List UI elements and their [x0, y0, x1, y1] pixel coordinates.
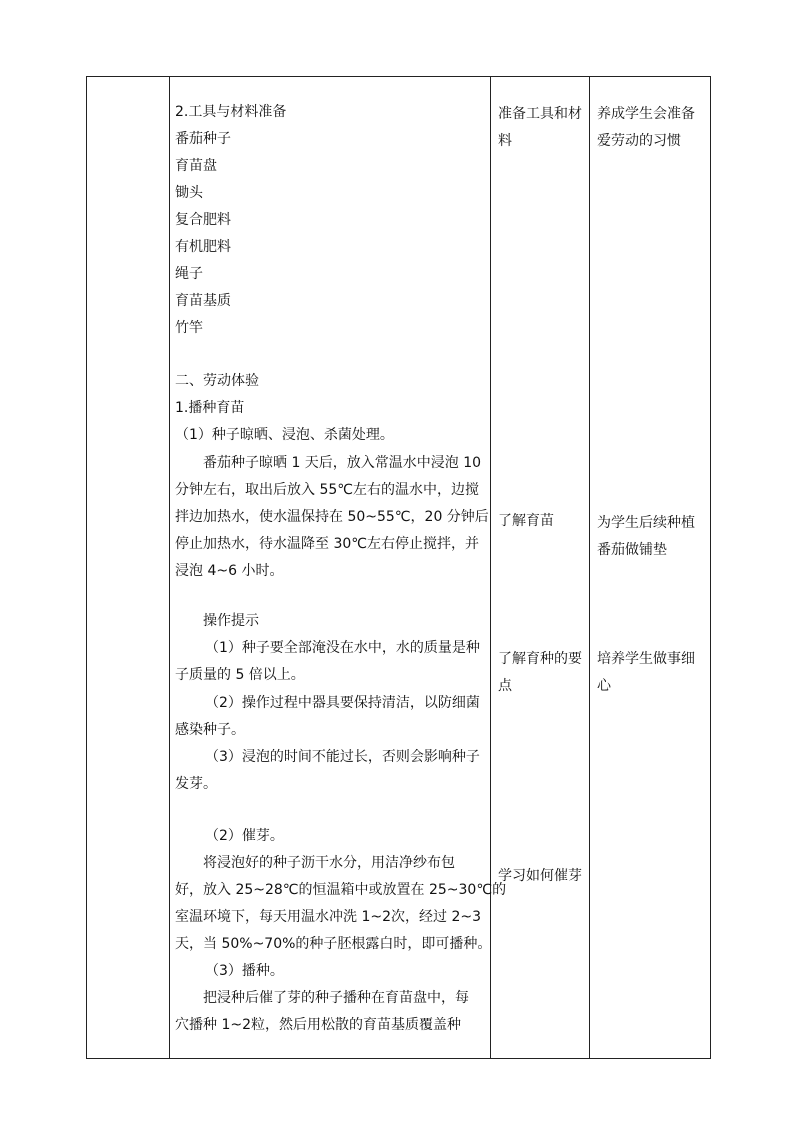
- activity-line: 了解育苗: [498, 513, 554, 529]
- design-intent-cell: [590, 77, 711, 1059]
- intent-line: 心: [597, 678, 611, 694]
- blank-column-cell: [87, 77, 170, 1059]
- paragraph-line: 停止加热水，待水温降至 30℃左右停止搅拌，并: [175, 536, 479, 552]
- activity-line: 准备工具和材: [498, 106, 582, 122]
- paragraph-line: 拌边加热水，使水温保持在 50~55℃，20 分钟后: [175, 509, 489, 525]
- paragraph-line: 天，当 50%~70%的种子胚根露白时，即可播种。: [175, 936, 492, 952]
- intent-line: 培养学生做事细: [597, 651, 695, 667]
- tips-title: 操作提示: [203, 613, 259, 629]
- tip-line: （1）种子要全部淹没在水中，水的质量是种: [205, 640, 480, 656]
- paragraph-line: 分钟左右，取出后放入 55℃左右的温水中，边搅: [175, 482, 479, 498]
- intent-line: 番茄做铺垫: [597, 542, 667, 558]
- step-title: 1.播种育苗: [175, 400, 245, 416]
- activity-line: 了解育种的要: [498, 651, 582, 667]
- material-item: 番茄种子: [175, 131, 231, 147]
- substep-title: （1）种子晾晒、浸泡、杀菌处理。: [175, 427, 394, 443]
- intent-line: 养成学生会准备: [597, 106, 695, 122]
- material-item: 绳子: [175, 266, 203, 282]
- paragraph-line: 室温环境下，每天用温水冲洗 1~2次，经过 2~3: [175, 909, 481, 925]
- tip-line: 感染种子。: [175, 722, 245, 738]
- activity-line: 点: [498, 678, 512, 694]
- paragraph-line: 浸泡 4~6 小时。: [175, 563, 284, 579]
- material-item: 锄头: [175, 185, 203, 201]
- tools-heading: 2.工具与材料准备: [175, 104, 287, 120]
- material-item: 育苗基质: [175, 293, 231, 309]
- intent-line: 爱劳动的习惯: [597, 133, 681, 149]
- material-item: 育苗盘: [175, 158, 217, 174]
- activity-line: 学习如何催芽: [498, 868, 582, 884]
- student-activity-cell: [491, 77, 590, 1059]
- tip-line: 发芽。: [175, 776, 217, 792]
- paragraph-line: 好，放入 25~28℃的恒温箱中或放置在 25~30℃的: [175, 882, 507, 898]
- material-item: 有机肥料: [175, 239, 231, 255]
- activity-line: 料: [498, 133, 512, 149]
- intent-line: 为学生后续种植: [597, 515, 695, 531]
- paragraph-line: 穴播种 1~2粒，然后用松散的育苗基质覆盖种: [175, 1017, 461, 1033]
- paragraph-line: 番茄种子晾晒 1 天后，放入常温水中浸泡 10: [203, 455, 482, 471]
- section-title: 二、劳动体验: [175, 373, 259, 389]
- content-cell: [170, 77, 507, 1059]
- tip-line: （2）操作过程中器具要保持清洁，以防细菌: [205, 695, 480, 711]
- lesson-plan-table: [86, 76, 711, 1059]
- material-item: 复合肥料: [175, 212, 231, 228]
- paragraph-line: 把浸种后催了芽的种子播种在育苗盘中，每: [203, 990, 469, 1006]
- paragraph-line: 将浸泡好的种子沥干水分，用洁净纱布包: [203, 855, 455, 871]
- substep-title: （3）播种。: [205, 963, 284, 979]
- tip-line: 子质量的 5 倍以上。: [175, 667, 305, 683]
- tip-line: （3）浸泡的时间不能过长，否则会影响种子: [205, 749, 480, 765]
- material-item: 竹竿: [175, 320, 203, 336]
- substep-title: （2）催芽。: [205, 828, 284, 844]
- table-row: [87, 77, 711, 1059]
